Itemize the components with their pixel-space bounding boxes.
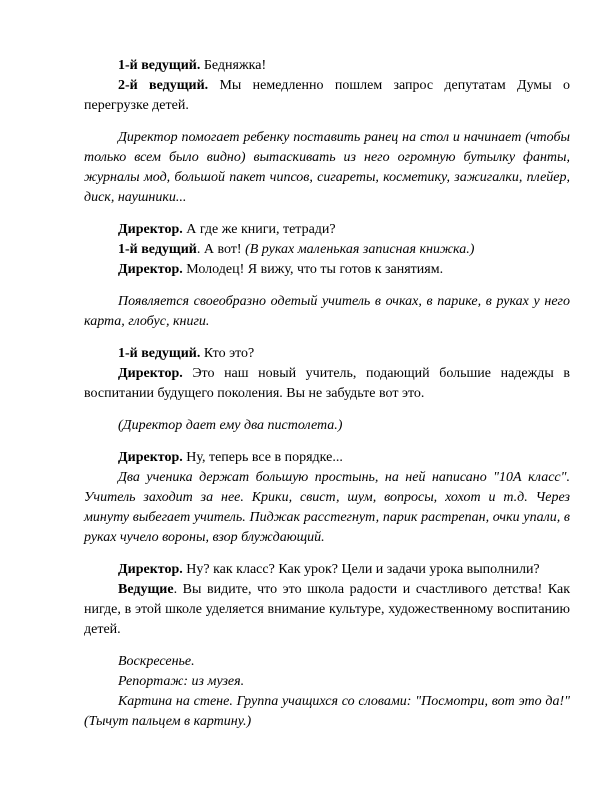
line-text: . Вы видите, что это школа радости и счастливого детства! Как нигде, в этой школе уделяется внимание культуре, художественному воспитанию детей. xyxy=(84,582,570,637)
dialogue-line xyxy=(84,76,570,116)
speaker-label: 1-й ведущий. xyxy=(118,346,201,361)
paragraph-gap xyxy=(84,208,570,220)
speaker-label: Директор. xyxy=(118,366,183,381)
stage-direction: Два ученика держат большую простынь, на ней написано "10А класс". Учитель заходит за нее. Крики, свист, шум, вопросы, хохот и т.д. Через минуту выбегает учитель. Пиджак расстегнут, парик растрепан, очки упали, в руках чучело вороны, взор блуждающий. xyxy=(84,470,570,545)
speaker-label: Ведущие xyxy=(118,582,174,597)
line-text: Ну? как класс? Как урок? Цели и задачи урока выполнили? xyxy=(182,562,540,577)
line-text: Мы немедленно пошлем запрос депутатам Думы о перегрузке детей. xyxy=(84,78,570,113)
paragraph-gap xyxy=(84,640,570,652)
paragraph-gap xyxy=(84,436,570,448)
stage-direction: Воскресенье. xyxy=(118,654,195,669)
speaker-label: Директор. xyxy=(118,450,183,465)
paragraph-gap xyxy=(84,116,570,128)
paragraph-gap xyxy=(84,280,570,292)
stage-note: (В руках маленькая записная книжка.) xyxy=(245,242,475,257)
line-text: Это наш новый учитель, подающий большие надежды в воспитании будущего поколения. Вы не забудьте вот это. xyxy=(84,366,570,401)
dialogue-line xyxy=(84,364,570,404)
stage-direction: Директор помогает ребенку поставить ранец на стол и начинает (чтобы только всем было видно) вытаскивать из него огромную бутылку фанты, журналы мод, большой пакет чипсов, сигареты, косметику, зажигалки, плейер, диск, наушники... xyxy=(84,130,570,205)
paragraph-gap xyxy=(84,404,570,416)
stage-direction: Репортаж: из музея. xyxy=(118,674,245,689)
stage-direction: Картина на стене. Группа учащихся со словами: "Посмотри, вот это да!" (Тычут пальцем в картину.) xyxy=(84,694,570,729)
script-text xyxy=(84,56,570,732)
line-text: А где же книги, тетради? xyxy=(182,222,336,237)
line-text: Бедняжка! xyxy=(200,58,267,73)
dialogue-line xyxy=(84,260,570,280)
stage-direction: (Директор дает ему два пистолета.) xyxy=(118,418,343,433)
speaker-label: Директор. xyxy=(118,562,183,577)
line-text: Ну, теперь все в порядке... xyxy=(182,450,343,465)
line-text: . А вот! xyxy=(196,242,246,257)
line-text: Молодец! Я вижу, что ты готов к занятиям. xyxy=(182,262,444,277)
dialogue-line xyxy=(84,220,570,240)
speaker-label: 2-й ведущий. xyxy=(118,78,209,93)
dialogue-line xyxy=(84,56,570,76)
speaker-label: 1-й ведущий xyxy=(118,242,197,257)
paragraph-gap xyxy=(84,332,570,344)
dialogue-line xyxy=(84,344,570,364)
stage-direction: Появляется своеобразно одетый учитель в очках, в парике, в руках у него карта, глобус, книги. xyxy=(84,294,570,329)
dialogue-line xyxy=(84,240,570,260)
paragraph-gap xyxy=(84,548,570,560)
line-text: Кто это? xyxy=(200,346,255,361)
speaker-label: 1-й ведущий. xyxy=(118,58,201,73)
dialogue-line xyxy=(84,448,570,468)
dialogue-line xyxy=(84,580,570,640)
speaker-label: Директор. xyxy=(118,222,183,237)
speaker-label: Директор. xyxy=(118,262,183,277)
dialogue-line xyxy=(84,560,570,580)
